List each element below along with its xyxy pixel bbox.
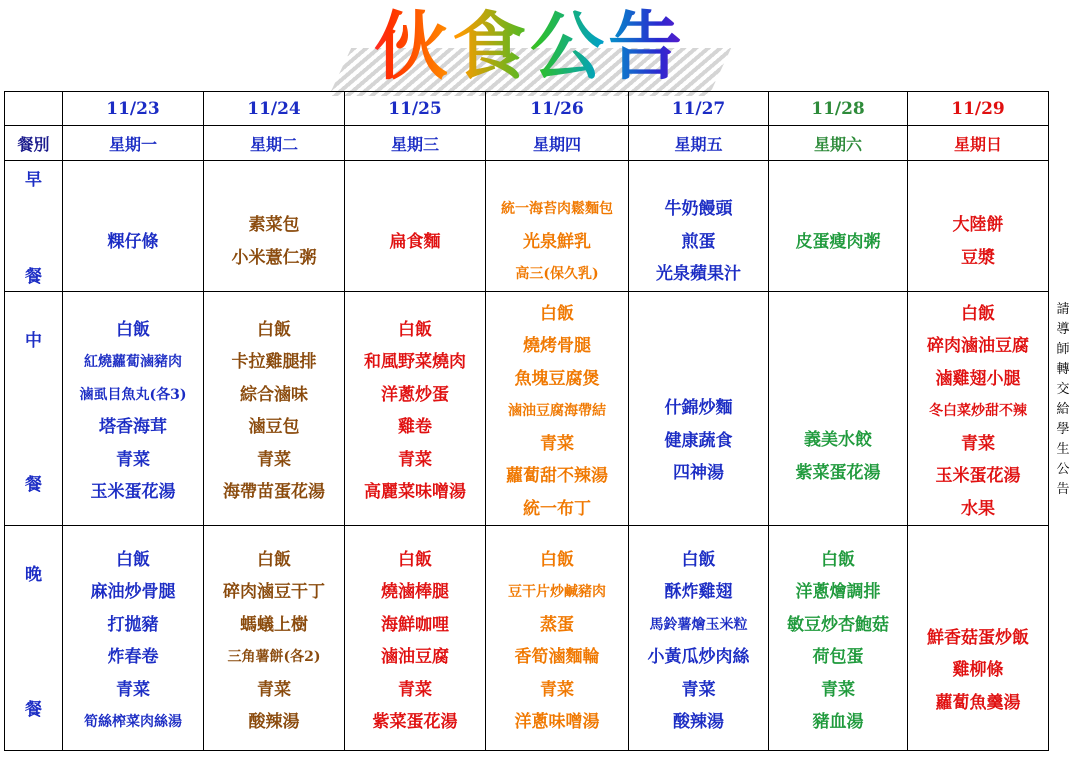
menu-item: 青菜 — [961, 433, 995, 454]
menu-item-list — [345, 308, 485, 509]
menu-item: 青菜 — [116, 449, 150, 470]
menu-item: 光泉蘋果汁 — [656, 264, 741, 284]
weekday-sun: 星期日 — [908, 126, 1049, 161]
menu-item: 煎蛋 — [681, 231, 716, 252]
side-note-char: 請 — [1056, 302, 1070, 317]
menu-item-list — [204, 538, 344, 739]
dinner-cell — [629, 526, 769, 751]
menu-item: 紫菜蛋花湯 — [372, 712, 458, 732]
menu-item: 荷包蛋 — [812, 647, 864, 667]
menu-item-list — [629, 327, 768, 490]
menu-item-list — [908, 177, 1048, 274]
menu-item: 洋蔥炒蛋 — [381, 384, 449, 405]
breakfast-label-bottom: 餐 — [25, 266, 42, 287]
date-mon: 11/23 — [63, 92, 204, 126]
meal-type-header: 餐別 — [5, 126, 63, 161]
menu-item: 酥炸雞翅 — [664, 582, 733, 602]
menu-item: 牛奶饅頭 — [664, 199, 733, 219]
weekday-thu: 星期四 — [486, 126, 629, 161]
menu-item: 鮮香菇蛋炒飯 — [927, 627, 1029, 648]
side-note-char: 轉 — [1056, 362, 1070, 377]
menu-item: 白飯 — [257, 549, 291, 570]
menu-item: 白飯 — [398, 549, 432, 570]
menu-item-list — [63, 308, 203, 509]
weekday-sat: 星期六 — [769, 126, 908, 161]
menu-item: 筍絲榨菜肉絲湯 — [84, 714, 182, 730]
menu-item: 雞卷 — [398, 417, 432, 438]
page-title: 伙食公告 — [330, 2, 730, 92]
menu-item: 白飯 — [116, 319, 150, 340]
dinner-label-top: 晚 — [25, 565, 42, 585]
breakfast-cell — [486, 161, 629, 292]
menu-item: 白飯 — [116, 549, 150, 570]
side-note-char: 師 — [1056, 342, 1070, 357]
menu-item-list — [629, 161, 768, 291]
breakfast-cell — [63, 161, 204, 292]
menu-item-list — [345, 538, 485, 739]
menu-item: 三角薯餅(各2) — [227, 649, 321, 665]
weekday-tue: 星期二 — [204, 126, 345, 161]
menu-item: 大陸餅 — [952, 215, 1004, 236]
date-sun: 11/29 — [908, 92, 1049, 126]
menu-item: 青菜 — [257, 679, 291, 700]
menu-item-list — [63, 538, 203, 739]
menu-item: 螞蟻上樹 — [240, 614, 308, 635]
menu-item: 高三(保久乳) — [515, 266, 599, 282]
menu-item-list — [486, 538, 628, 739]
menu-item: 青菜 — [257, 449, 291, 470]
corner-cell — [5, 92, 63, 126]
menu-item: 酸辣湯 — [248, 712, 300, 732]
menu-item: 冬白菜炒甜不辣 — [929, 403, 1027, 419]
menu-item: 粿仔條 — [107, 231, 159, 252]
menu-item: 紅燒蘿蔔滷豬肉 — [84, 354, 182, 371]
breakfast-label-top: 早 — [25, 170, 42, 190]
menu-item: 馬鈴薯燴玉米粒 — [649, 616, 748, 633]
menu-item: 青菜 — [116, 679, 150, 700]
menu-item: 蘿蔔甜不辣湯 — [506, 466, 608, 486]
menu-item: 滷油豆腐 — [381, 647, 449, 667]
lunch-row — [5, 291, 1049, 526]
menu-item: 洋蔥燴調排 — [795, 582, 881, 602]
menu-item: 豆漿 — [961, 247, 995, 268]
breakfast-cell — [204, 161, 345, 292]
menu-item: 香筍滷麵輪 — [514, 647, 600, 667]
menu-item-list — [769, 327, 907, 489]
side-note-char: 學 — [1056, 422, 1070, 437]
menu-item: 滷油豆腐海帶結 — [508, 403, 606, 419]
menu-item-list — [345, 194, 485, 259]
menu-item: 青菜 — [821, 679, 855, 700]
menu-item: 綜合滷味 — [240, 384, 308, 405]
menu-item-list — [204, 308, 344, 509]
menu-item: 和風野菜燒肉 — [364, 352, 466, 373]
menu-item: 白飯 — [398, 319, 432, 340]
menu-item-list — [204, 177, 344, 274]
menu-item: 白飯 — [821, 549, 855, 570]
menu-item: 白飯 — [540, 549, 574, 570]
date-fri: 11/27 — [629, 92, 769, 126]
menu-item-list — [629, 538, 768, 739]
lunch-label-bottom: 餐 — [25, 475, 42, 495]
menu-item: 海帶苗蛋花湯 — [223, 482, 325, 503]
menu-item: 碎肉滷豆干丁 — [223, 582, 325, 602]
dinner-cell — [486, 526, 629, 751]
dinner-cell — [908, 526, 1049, 751]
menu-item: 扁食麵 — [389, 231, 441, 252]
menu-item-list — [63, 194, 203, 259]
breakfast-cell — [345, 161, 486, 292]
title-area — [330, 2, 730, 92]
menu-item: 滷雞翅小腿 — [935, 368, 1021, 389]
menu-item: 白飯 — [961, 303, 995, 324]
menu-item: 青菜 — [681, 679, 716, 700]
menu-item: 炸春卷 — [107, 647, 159, 667]
side-note-char: 給 — [1056, 402, 1070, 417]
menu-item: 小米薏仁粥 — [231, 247, 317, 268]
side-note-char: 告 — [1056, 482, 1070, 497]
menu-item: 統一布丁 — [523, 498, 591, 519]
menu-item: 麻油炒骨腿 — [90, 582, 176, 602]
dinner-label — [5, 526, 63, 751]
menu-item: 敏豆炒杏鮑菇 — [787, 614, 889, 635]
menu-item: 蒸蛋 — [540, 614, 574, 635]
menu-table — [4, 91, 1049, 751]
menu-item-list — [769, 194, 907, 259]
menu-item: 光泉鮮乳 — [523, 231, 591, 252]
breakfast-cell — [908, 161, 1049, 292]
menu-item: 滷豆包 — [248, 417, 300, 438]
menu-item: 高麗菜味噌湯 — [364, 482, 466, 503]
dinner-cell — [204, 526, 345, 751]
lunch-cell — [345, 291, 486, 526]
menu-item-list — [486, 292, 628, 526]
menu-item: 白飯 — [681, 549, 716, 570]
menu-item: 統一海苔肉鬆麵包 — [501, 201, 613, 217]
menu-item: 素菜包 — [248, 215, 300, 236]
menu-item: 水果 — [961, 498, 995, 519]
lunch-cell — [63, 291, 204, 526]
menu-item: 豆干片炒鹹豬肉 — [508, 584, 606, 600]
menu-item: 義美水餃 — [804, 430, 872, 451]
menu-item: 塔香海茸 — [99, 417, 167, 438]
weekday-row — [5, 126, 1049, 161]
dinner-cell — [63, 526, 204, 751]
weekday-fri: 星期五 — [629, 126, 769, 161]
menu-item: 青菜 — [398, 449, 432, 470]
menu-item: 玉米蛋花湯 — [935, 466, 1021, 486]
menu-item-list — [908, 557, 1048, 720]
menu-item: 青菜 — [398, 679, 432, 700]
side-note-char: 生 — [1056, 442, 1070, 457]
lunch-cell — [769, 291, 908, 526]
dinner-cell — [345, 526, 486, 751]
breakfast-row — [5, 161, 1049, 292]
breakfast-cell — [769, 161, 908, 292]
side-note-char: 公 — [1056, 462, 1070, 477]
lunch-label — [5, 291, 63, 526]
menu-item: 燒滷棒腿 — [381, 582, 449, 602]
menu-item: 白飯 — [540, 303, 574, 324]
weekday-mon: 星期一 — [63, 126, 204, 161]
menu-item: 燒烤骨腿 — [523, 336, 591, 356]
dinner-row — [5, 526, 1049, 751]
side-note-char: 交 — [1056, 382, 1070, 397]
menu-item-list — [486, 161, 628, 291]
menu-item: 豬血湯 — [812, 712, 864, 732]
menu-item: 海鮮咖哩 — [381, 614, 449, 635]
menu-item: 皮蛋瘦肉粥 — [795, 231, 881, 252]
menu-item: 打拋豬 — [107, 614, 159, 635]
menu-item: 滷虱目魚丸(各3) — [79, 386, 187, 403]
date-wed: 11/25 — [345, 92, 486, 126]
menu-item: 魚塊豆腐煲 — [514, 368, 600, 389]
menu-item: 四神湯 — [673, 463, 724, 483]
breakfast-label — [5, 161, 63, 292]
dinner-cell — [769, 526, 908, 751]
menu-item: 小黃瓜炒肉絲 — [647, 647, 750, 667]
weekday-wed: 星期三 — [345, 126, 486, 161]
menu-item: 玉米蛋花湯 — [90, 482, 176, 503]
menu-item: 蘿蔔魚羹湯 — [935, 692, 1021, 713]
menu-item: 雞柳條 — [952, 660, 1004, 681]
menu-item: 健康蔬食 — [664, 430, 733, 451]
menu-item: 酸辣湯 — [673, 712, 724, 732]
lunch-cell — [629, 291, 769, 526]
lunch-cell — [908, 291, 1049, 526]
menu-item-list — [908, 292, 1048, 526]
menu-item: 青菜 — [540, 433, 574, 454]
lunch-label-top: 中 — [25, 330, 42, 351]
menu-item: 洋蔥味噌湯 — [514, 712, 600, 732]
menu-item: 青菜 — [540, 679, 574, 700]
menu-item: 紫菜蛋花湯 — [795, 462, 881, 483]
menu-item: 什錦炒麵 — [664, 398, 733, 418]
date-sat: 11/28 — [769, 92, 908, 126]
date-tue: 11/24 — [204, 92, 345, 126]
side-note — [1052, 300, 1074, 500]
date-row — [5, 92, 1049, 126]
lunch-cell — [486, 291, 629, 526]
menu-item-list — [769, 538, 907, 739]
menu-item: 白飯 — [257, 319, 291, 340]
dinner-label-bottom: 餐 — [25, 700, 42, 720]
menu-item: 卡拉雞腿排 — [231, 352, 317, 373]
menu-item: 碎肉滷油豆腐 — [927, 336, 1029, 356]
date-thu: 11/26 — [486, 92, 629, 126]
lunch-cell — [204, 291, 345, 526]
breakfast-cell — [629, 161, 769, 292]
side-note-char: 導 — [1056, 322, 1070, 337]
